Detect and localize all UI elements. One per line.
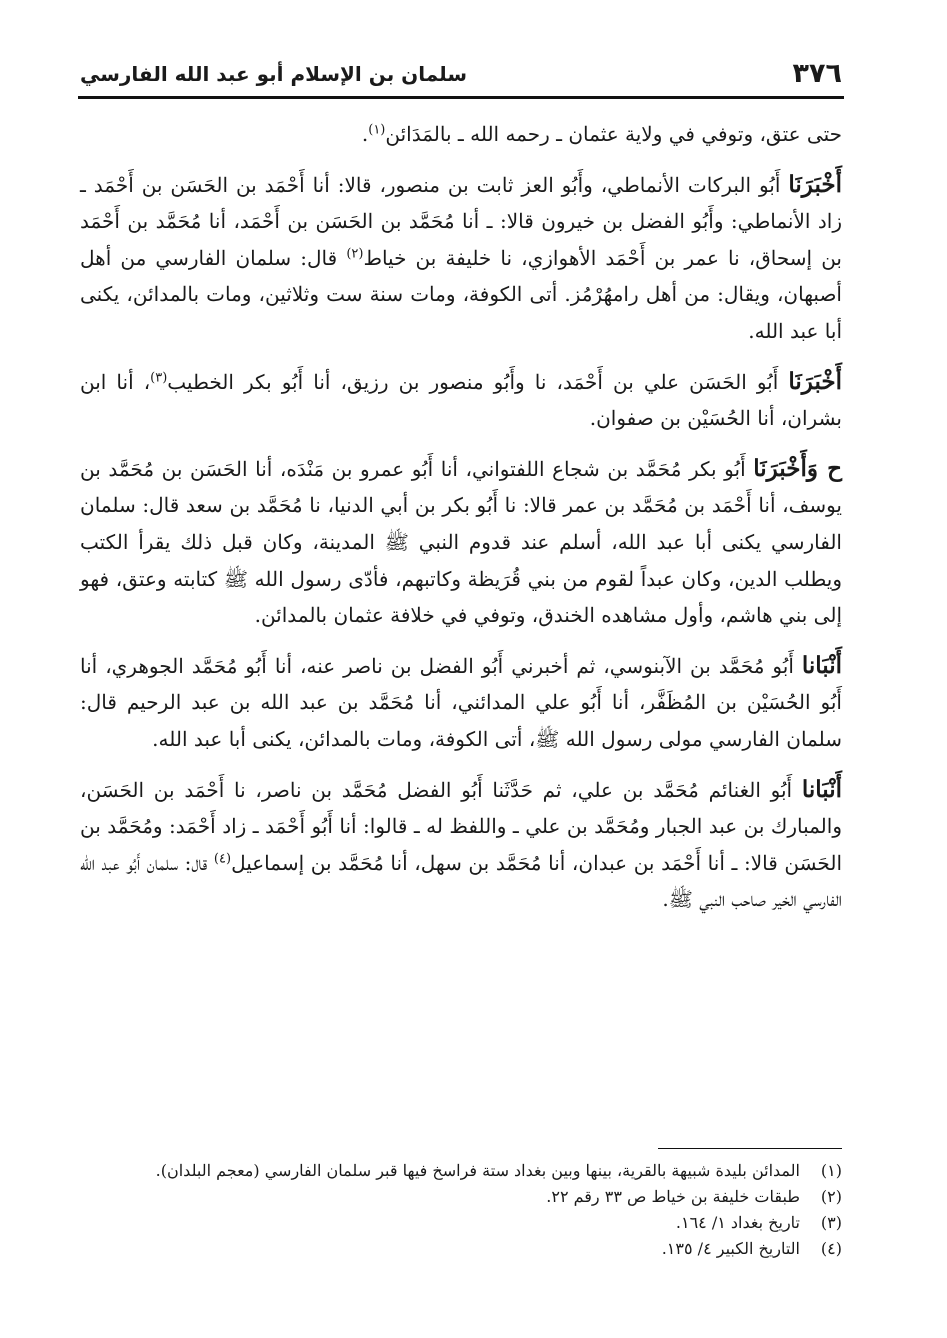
paragraph-text: حتى عتق، وتوفي في ولاية عثمان ـ رحمه الله ـ بالمَدَائن xyxy=(385,122,842,146)
narration-lead: أَنْبَانا xyxy=(801,775,842,803)
footnote-number: (٣) xyxy=(820,1213,842,1232)
narration-lead: أَخْبَرَنَا xyxy=(788,367,842,395)
footnote-text: المدائن بليدة شبيهة بالقرية، بينها وبين بغداد ستة فراسخ فيها قبر سلمان الفارسي (معجم البلدان). xyxy=(155,1161,800,1180)
paragraph-text: ، أنا ابن بشران، أنا الحُسَيْن بن صفوان. xyxy=(80,369,842,431)
footnote-item xyxy=(80,1184,842,1210)
paragraph-narration xyxy=(80,364,842,437)
paragraph-continuation xyxy=(80,116,842,153)
footnote-rule xyxy=(658,1148,842,1149)
paragraph-text: أَبُو مُحَمَّد بن الآبنوسي، ثم أخبرني أَبُو الفضل بن ناصر عنه، أنا أَبُو مُحَمَّد الجوهري، أنا أَبُو الحُسَيْن بن المُظَفَّر، أنا أَبُو علي المدائني، أنا مُحَمَّد بن عبد الله بن عبد الرحيم قال: سلمان الفارسي مولى رسول الله ﷺ، أتى الكوفة، ومات بالمدائن، يكنى أبا عبد الله. xyxy=(80,653,842,751)
footnote-ref: (٤) xyxy=(213,851,232,867)
paragraph-text: قال: سلمان أَبُو عبد الله الفارسي الخير صاحب النبي ﷺ. xyxy=(80,850,842,912)
paragraph-text: أَبُو الغنائم مُحَمَّد بن علي، ثم حَدَّثَنا أَبُو الفضل مُحَمَّد بن ناصر، نا أَحْمَد بن الحَسَن، والمبارك بن عبد الجبار ومُحَمَّد بن علي ـ واللفظ له ـ قالوا: أنا أَبُو أَحْمَد ـ زاد أَحْمَد: ومُحَمَّد بن الحَسَن قالا: ـ أنا أَحْمَد بن عبدان، أنا مُحَمَّد بن سهل، أنا مُحَمَّد بن إسماعيل xyxy=(80,777,842,875)
paragraph-narration xyxy=(80,772,842,918)
footnote-item xyxy=(80,1236,842,1262)
main-text xyxy=(80,116,842,918)
footnote-number: (٢) xyxy=(820,1187,842,1206)
narration-lead: ح وَأَخْبَرَنَا xyxy=(753,454,842,482)
footnotes xyxy=(80,1158,842,1262)
header-rule xyxy=(78,96,844,99)
paragraph-text: أَبُو الحَسَن علي بن أَحْمَد، نا وأَبُو منصور بن رزيق، أنا أَبُو بكر الخطيب xyxy=(167,369,789,394)
narration-lead: أَنْبَانا xyxy=(801,651,842,679)
paragraph-narration xyxy=(80,167,842,350)
footnote-ref: (٣) xyxy=(150,369,168,385)
footnote-text: تاريخ بغداد ١/ ١٦٤. xyxy=(675,1213,800,1232)
footnote-item xyxy=(80,1158,842,1184)
paragraph-text: . xyxy=(361,122,369,146)
paragraph-narration xyxy=(80,451,842,634)
narration-lead: أَخْبَرَنَا xyxy=(788,170,842,198)
running-title: سلمان بن الإسلام أبو عبد الله الفارسي xyxy=(80,62,467,86)
footnote-ref: (٢) xyxy=(346,246,364,262)
footnote-number: (١) xyxy=(820,1161,842,1180)
footnote-item xyxy=(80,1210,842,1236)
footnote-text: التاريخ الكبير ٤/ ١٣٥. xyxy=(661,1239,800,1258)
footnote-ref: (١) xyxy=(368,122,386,138)
footnote-number: (٤) xyxy=(820,1239,842,1258)
footnote-text: طبقات خليفة بن خياط ص ٣٣ رقم ٢٢. xyxy=(546,1187,800,1206)
paragraph-text: أَبُو البركات الأنماطي، وأَبُو العز ثابت بن منصور، قالا: أنا أَحْمَد بن الحَسَن بن أَحْمَد ـ زاد الأنماطي: وأَبُو الفضل بن خيرون قالا: ـ أنا مُحَمَّد بن الحَسَن بن أَحْمَد، أنا مُحَمَّد بن أَحْمَد بن إسحاق، نا عمر بن أَحْمَد الأهوازي، نا خليفة بن خياط xyxy=(80,172,842,270)
page-number: ٣٧٦ xyxy=(792,58,842,89)
paragraph-text: قال: سلمان الفارسي من أهل أصبهان، ويقال: من أهل رامهُرْمُز. أتى الكوفة، ومات سنة ست وثلاثين، ومات بالمدائن، يكنى أبا عبد الله. xyxy=(80,245,842,343)
running-head xyxy=(80,52,842,94)
paragraph-narration xyxy=(80,648,842,758)
paragraph-text: أَبُو بكر مُحَمَّد بن شجاع اللفتواني، أنا أَبُو عمرو بن مَنْدَه، أنا الحَسَن بن مُحَمَّد بن يوسف، أنا أَحْمَد بن مُحَمَّد بن عمر قالا: نا أَبُو بكر بن أبي الدنيا، نا مُحَمَّد بن سعد قال: سلمان الفارسي يكنى أبا عبد الله، أسلم عند قدوم النبي ﷺ المدينة، وكان قبل ذلك يقرأ الكتب ويطلب الدين، وكان عبداً لقوم من بني قُرَيظة وكاتبهم، فأدّى رسول الله ﷺ كتابته وعتق، فهو إلى بني هاشم، وأول مشاهده الخندق، وتوفي في خلافة عثمان بالمدائن. xyxy=(80,456,842,628)
